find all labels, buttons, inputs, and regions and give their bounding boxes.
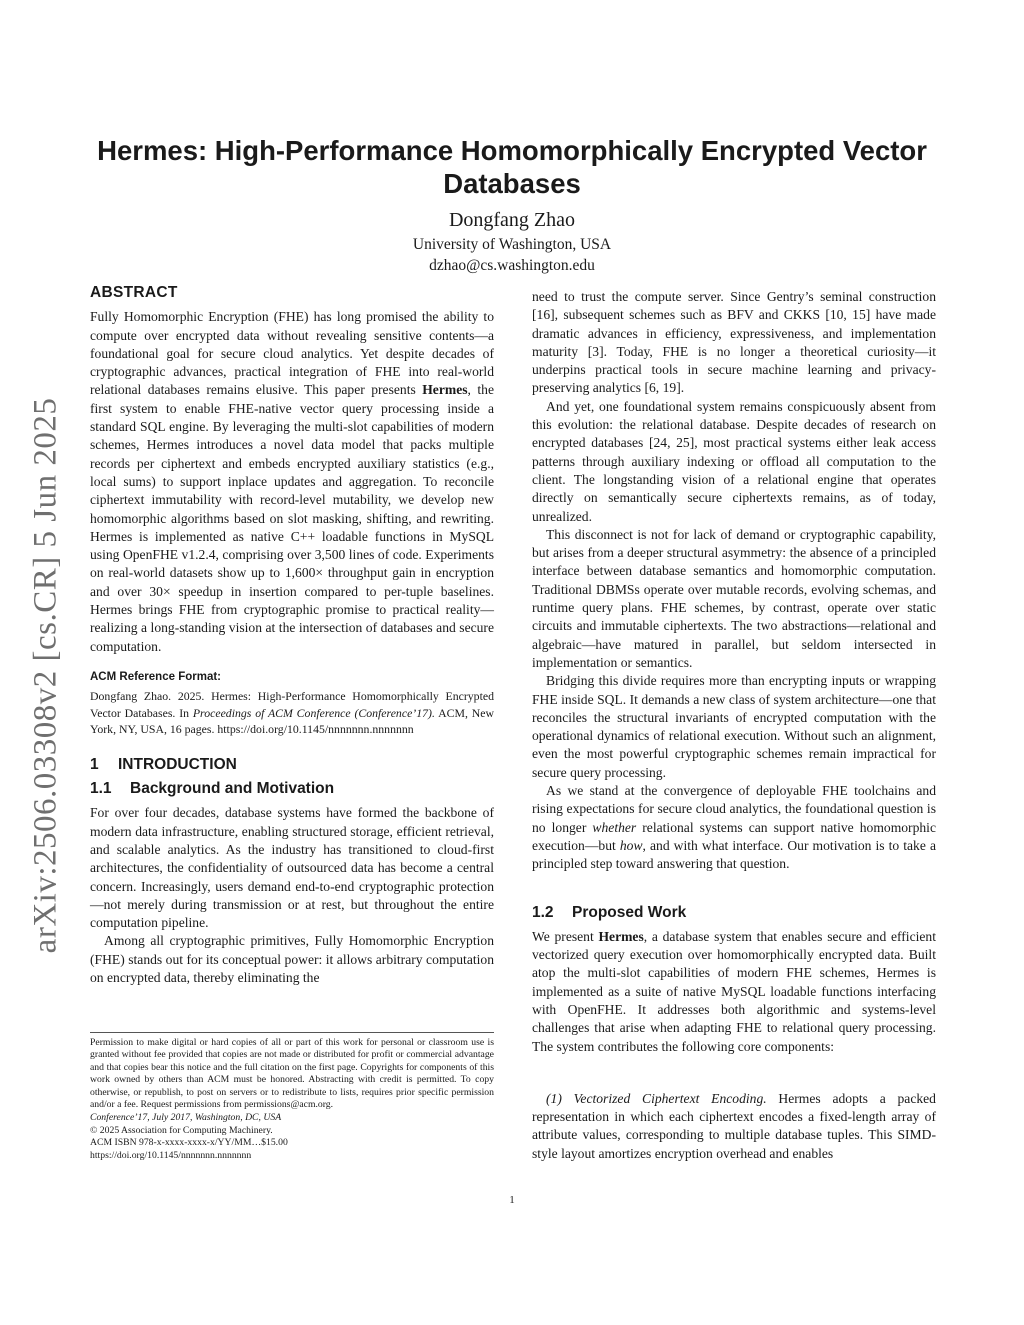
page-number: 1 <box>509 1194 515 1206</box>
intro-paragraph-4: And yet, one foundational system remains conspicuously absent from this evolution: the relational database. Despite decades of research on encrypted databases [24, 25], most practical systems either leak access patterns through auxiliary indexing or offload all computation to the client. The longstanding vision of a relational engine that operates directly on semantically secure ciphertexts remains, as of today, unrealized. <box>532 398 936 524</box>
arxiv-identifier-text: arXiv:2506.03308v2 [cs.CR] 5 Jun 2025 <box>27 397 64 953</box>
converge-text-c: , and with what interface. Our motivation is to take a principled step toward answering that question. <box>532 837 936 872</box>
abstract-heading: ABSTRACT <box>90 284 178 301</box>
subsection-number: 1.2 <box>532 903 554 921</box>
intro-paragraph-3: need to trust the compute server. Since Gentry’s seminal construction [16], subsequent schemes such as BFV and CKKS [10, 15] have made dramatic advances in efficiency, expressiveness, and implementation maturity [3]. Today, FHE is no longer a theoretical curiosity—it underpins practical tools in secure machine learning and privacy-preserving analytics [6, 19]. <box>532 289 936 396</box>
acm-reference-start: Dongfang Zhao. 2025. Hermes: High-Performance Homomorphically Encrypted Vector Databases. In <box>90 689 494 720</box>
vectorized-encoding-title: (1) Vectorized Ciphertext Encoding. <box>546 1090 767 1106</box>
intro-paragraph-5: This disconnect is not for lack of demand or cryptographic capability, but arises from a deeper structural asymmetry: the absence of a principled interface between database semantics and homomorphic computation. Traditional DBMSs operate over mutable records, evolving schemas, and runtime query plans. FHE schemes, by contrast, operate over static circuits and immutable ciphertexts. The two abstractions—relational and algebraic—have matured in parallel, but seldom intersected in implementation or semantics. <box>532 526 936 670</box>
converge-emphasis-how: how <box>619 837 643 853</box>
author-name: Dongfang Zhao <box>448 209 576 231</box>
subsection-title: Background and Motivation <box>130 780 335 798</box>
intro-paragraph-7 <box>532 782 936 873</box>
abstract-text <box>90 308 494 656</box>
subsection-heading-background <box>90 780 494 798</box>
vectorized-encoding-body: Hermes adopts a packed representation in which each ciphertext encodes a fixed-length array of attribute values, corresponding to multiple database tuples. This SIMD-style layout amortizes encryption overhead and enables <box>532 1090 936 1161</box>
paper-title: Hermes: High-Performance Homomorphically Encrypted Vector Databases <box>97 135 927 199</box>
intro-paragraph-6: Bridging this divide requires more than encrypting inputs or wrapping FHE inside SQL. It demands a new class of system architecture—one that reconciles the structural invariants of encrypted computation with the operational dynamics of relational execution. Without such an alignment, even the most powerful cryptographic schemes remain impractical for secure query processing. <box>532 673 936 780</box>
converge-emphasis-whether: whether <box>592 819 637 835</box>
present-system-name: Hermes <box>598 928 644 944</box>
acm-reference-text <box>90 688 494 738</box>
author-block <box>84 206 940 276</box>
present-text-b: , a database system that enables secure and efficient vectorized query execution over homomorphically encrypted data. Built atop the multi-slot capabilities of modern FHE schemes, Hermes is implemented as a suite of native MySQL loadable functions interfacing with OpenFHE. It addresses both algorithmic and systems-level challenges that arise when adapting FHE to relational query processing. The system contributes the following core components: <box>532 928 937 1054</box>
conference-line: Conference’17, July 2017, Washington, DC, USA <box>90 1112 282 1124</box>
converge-text-a: As we stand at the convergence of deployable FHE toolchains and rising expectations for secure cloud analytics, the foundational question is no longer <box>532 783 936 835</box>
abstract-text-start: Fully Homomorphic Encryption (FHE) has long promised the ability to compute over encrypted data without revealing sensitive contents—a foundational goal for secure cloud analytics. Yet despite decades of cryptographic advances, practical integration of FHE into real-world relational databases remains elusive. This paper presents <box>90 309 494 398</box>
copyright-footnote <box>90 1032 494 1162</box>
acm-reference-end: ACM, New York, NY, USA, 16 pages. https://doi.org/10.1145/nnnnnnn.nnnnnnn <box>90 705 495 737</box>
isbn-line: ACM ISBN 978-x-xxxx-xxxx-x/YY/MM…$15.00 <box>90 1137 288 1149</box>
vectorized-encoding-paragraph <box>532 1090 936 1163</box>
right-column <box>532 288 936 1163</box>
author-email[interactable]: dzhao@cs.washington.edu <box>429 257 595 274</box>
acm-reference-proceedings: Proceedings of ACM Conference (Conference’17). <box>192 705 435 720</box>
left-column <box>90 284 494 987</box>
acm-reference-heading: ACM Reference Format: <box>90 670 221 683</box>
intro-paragraph-2: Among all cryptographic primitives, Fully Homomorphic Encryption (FHE) stands out for its conceptual power: it allows arbitrary computation on encrypted data, thereby eliminating the <box>90 933 494 985</box>
arxiv-identifier-stamp <box>15 380 77 970</box>
section-heading-introduction <box>90 756 494 774</box>
author-affiliation: University of Washington, USA <box>412 236 612 253</box>
abstract-system-name: Hermes <box>422 382 468 398</box>
section-title: INTRODUCTION <box>118 755 237 773</box>
abstract-text-end: , the first system to enable FHE-native vector query processing inside a standard SQL engine. By leveraging the multi-slot capabilities of modern schemes, Hermes introduces a novel data model that packs multiple records per ciphertext and embeds encrypted auxiliary statistics (e.g., local sums) to support inplace updates and aggregation. To reconcile ciphertext immutability with record-level mutability, we develop new homomorphic algorithms based on slot masking, shifting, and rewriting. Hermes is implemented as native C++ loadable functions in MySQL using OpenFHE v1.2.4, comprising over 3,500 lines of code. Experiments on real-world datasets show up to 1,600× throughput gain in encryption and over 30× speedup in insertion compared to per-tuple baselines. Hermes brings FHE from cryptographic promise to practical reality—realizing a long-standing vision at the intersection of databases and secure computation. <box>90 382 494 654</box>
converge-text-b: relational systems can support native homomorphic execution—but <box>532 819 936 853</box>
intro-paragraph-1: For over four decades, database systems have formed the backbone of modern data infrastructure, enabling structured storage, efficient retrieval, and scalable analytics. As the industry has transitioned to cloud-first architectures, the confidentiality of outsourced data has become a central concern. Increasingly, users demand end-to-end cryptographic protection—not merely during transmission or at rest, but throughout the entire computation pipeline. <box>90 805 494 931</box>
copyright-line: © 2025 Association for Computing Machinery. <box>90 1124 273 1136</box>
doi-link[interactable]: https://doi.org/10.1145/nnnnnnn.nnnnnnn <box>90 1149 252 1161</box>
permission-notice: Permission to make digital or hard copies of all or part of this work for personal or classroom use is granted without fee provided that copies are not made or distributed for profit or commercial advantage and that copies bear this notice and the full citation on the first page. Copyrights for components of this work owned by others than ACM must be honored. Abstracting with credit is permitted. To copy otherwise, or republish, to post on servers or to redistribute to lists, requires prior specific permission and/or a fee. Request permissions from permissions@acm.org. <box>90 1037 494 1111</box>
section-number: 1 <box>90 755 99 773</box>
subsection-title: Proposed Work <box>572 903 687 921</box>
proposed-work-paragraph <box>532 928 936 1056</box>
subsection-number: 1.1 <box>90 780 112 798</box>
present-text-a: We present <box>532 928 599 944</box>
subsection-heading-proposed-work <box>532 904 936 922</box>
